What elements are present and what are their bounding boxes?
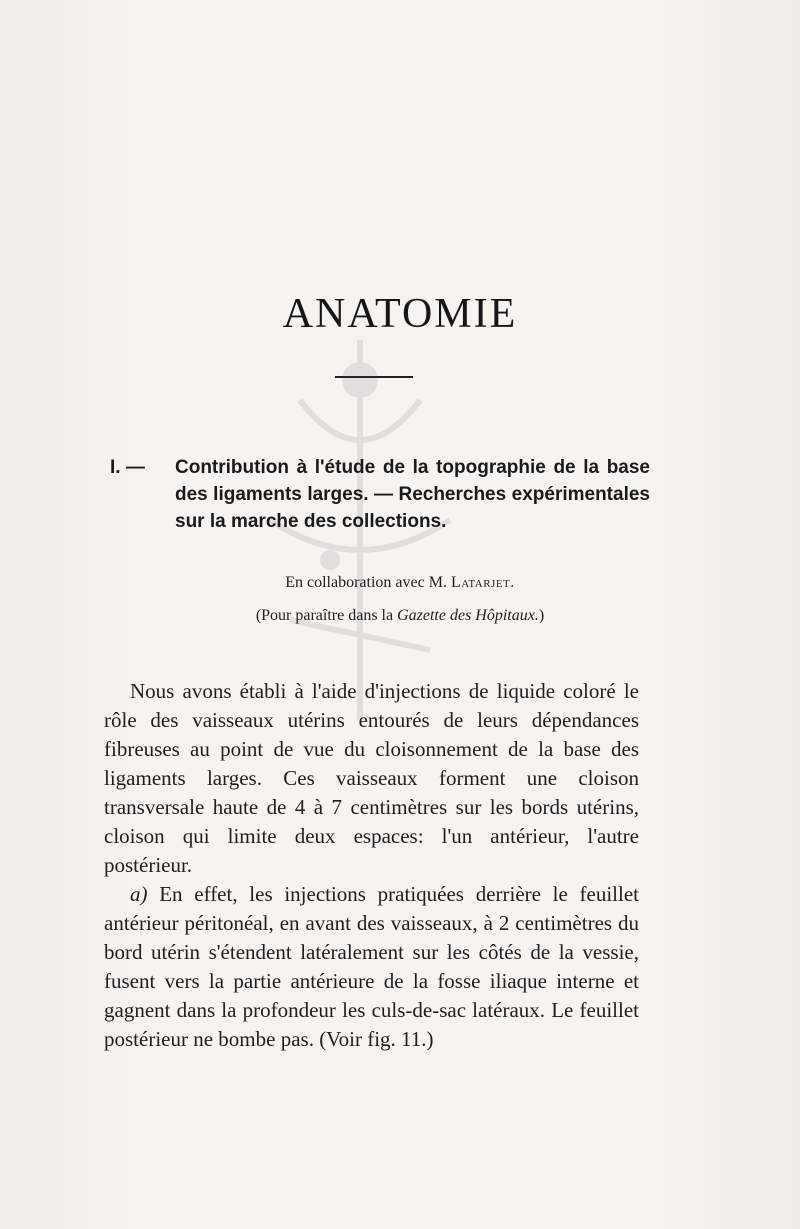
publication-open: (Pour paraître dans la [255, 607, 394, 624]
chapter-title: ANATOMIE [282, 291, 518, 337]
publication-close: ) [538, 607, 545, 624]
collaboration-prefix: En collaboration avec M. [285, 574, 447, 591]
item-a-label: a) [130, 882, 148, 906]
publication-journal: Gazette des Hôpitaux. [397, 607, 539, 624]
item-a-text: En effet, les injections pratiquées derrière le feuillet antérieur péritonéal, en avant des vaisseaux, à 2 centimètres du bord utérin s'étendent latéralement sur les côtés de la vessie, fusent vers la partie antérieure de la fosse iliaque interne et gagnent dans la profondeur les culs-de-sac latéraux. Le feuillet postérieur ne bombe pas. (Voir fig. 11.) [104, 882, 640, 1051]
section-heading [110, 454, 650, 535]
collaboration-line [0, 574, 800, 592]
section-heading-text: Contribution à l'étude de la topographie de la base des ligaments larges. — Recherches expérimentales sur la marche des collections. [175, 457, 650, 532]
collaborator-name: Latarjet. [450, 574, 515, 591]
title-divider [335, 376, 413, 378]
paragraph-item-a [104, 880, 639, 1054]
body-text [104, 677, 639, 1054]
paragraph-1: Nous avons établi à l'aide d'injections de liquide coloré le rôle des vaisseaux utérins entourés de leurs dépendances fibreuses au point de vue du cloisonnement de la base des ligaments larges. Ces vaisseaux forment une cloison transversale haute de 4 à 7 centimètres sur les bords utérins, cloison qui limite deux espaces: l'un antérieur, l'autre postérieur. [104, 679, 639, 877]
publication-line [0, 607, 800, 625]
section-number: I. — [110, 457, 145, 478]
